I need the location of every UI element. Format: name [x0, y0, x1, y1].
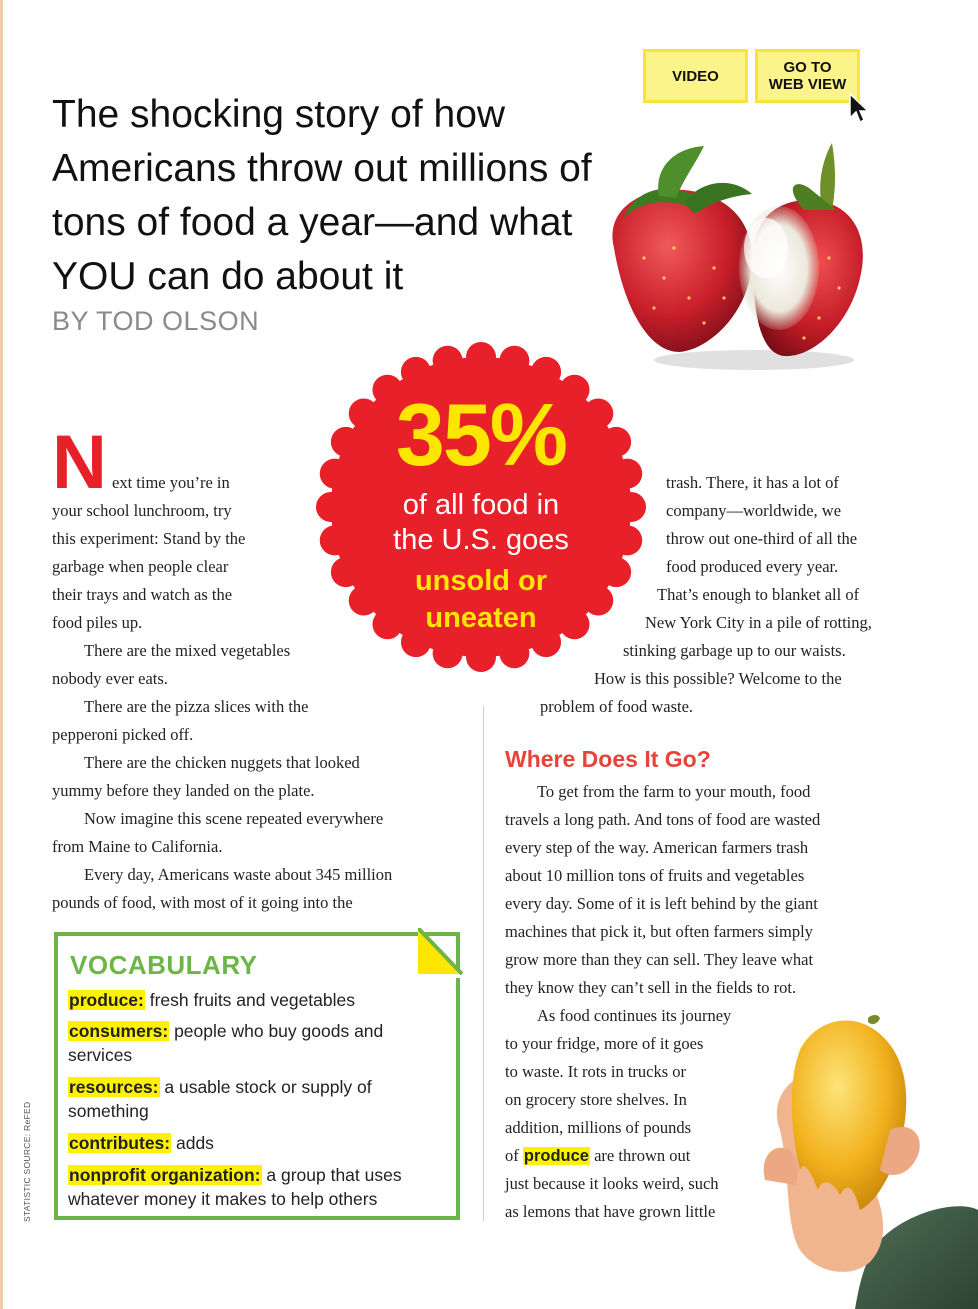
moldy-strawberry-image	[604, 138, 870, 374]
deformed-lemon-in-hand-image	[760, 1010, 978, 1309]
section-line: to waste. It rots in trucks or	[505, 1062, 687, 1081]
vocab-term: consumers:	[69, 1021, 169, 1041]
section-line: As food continues its journey	[537, 1006, 732, 1025]
intro-right-line: trash. There, it has a lot of	[666, 473, 839, 492]
vocab-item-cont: something	[68, 1101, 149, 1121]
intro-line: ext time you’re in	[112, 473, 230, 492]
section-line: every step of the way. American farmers trash	[505, 838, 809, 857]
intro-right-line: company—worldwide, we	[666, 501, 842, 520]
section-line: To get from the farm to your mouth, food	[537, 782, 811, 801]
intro-right-line: That’s enough to blanket all of	[657, 585, 860, 604]
mouse-pointer-icon	[848, 92, 870, 124]
section-line: they know they can’t sell in the fields to rot.	[505, 978, 797, 997]
intro-line: this experiment: Stand by the	[52, 529, 246, 548]
headline: The shocking story of how Americans throw out millions of tons of food a year—and what YOU can do about it	[52, 93, 592, 298]
drop-cap: N	[52, 420, 107, 505]
intro-line: pepperoni picked off.	[52, 725, 194, 744]
section-line: as lemons that have grown little	[505, 1202, 716, 1221]
vocab-term: resources:	[69, 1077, 159, 1097]
intro-right-line: food produced every year.	[666, 557, 839, 576]
intro-line: There are the chicken nuggets that looked	[84, 753, 360, 772]
section-line-produce: of produce are thrown out	[505, 1146, 691, 1165]
vocab-item: resources: a usable stock or supply of	[69, 1077, 372, 1097]
intro-right-line: problem of food waste.	[540, 697, 694, 716]
stat-emphasis-1: unsold or	[414, 565, 548, 597]
intro-line: food piles up.	[52, 613, 143, 632]
byline: BY TOD OLSON	[52, 306, 260, 336]
section-line: travels a long path. And tons of food are wasted	[505, 810, 821, 829]
go-to-web-view-button[interactable]: GO TO WEB VIEW	[755, 49, 860, 103]
vocab-item-cont: whatever money it makes to help others	[68, 1189, 378, 1209]
intro-line: nobody ever eats.	[52, 669, 168, 688]
intro-right-line: New York City in a pile of rotting,	[645, 613, 872, 632]
intro-line: There are the pizza slices with the	[84, 697, 309, 716]
intro-line: their trays and watch as the	[52, 585, 233, 604]
section-line: to your fridge, more of it goes	[505, 1034, 704, 1053]
column-divider	[483, 706, 484, 1221]
video-button[interactable]: VIDEO	[643, 49, 748, 103]
vocab-item: contributes: adds	[69, 1133, 214, 1153]
folded-corner-icon	[418, 928, 464, 978]
produce-highlight: produce	[523, 1147, 589, 1165]
intro-right-line: stinking garbage up to our waists.	[623, 641, 846, 660]
statistic-source-credit: STATISTIC SOURCE: ReFED	[22, 1101, 32, 1222]
vocab-term: nonprofit organization:	[69, 1165, 261, 1185]
page-edge-rule	[0, 0, 3, 1309]
section-line: grow more than they can sell. They leave what	[505, 950, 814, 969]
section-line: just because it looks weird, such	[505, 1174, 719, 1193]
intro-line: pounds of food, with most of it going into the	[52, 893, 353, 912]
vocab-item: consumers: people who buy goods and	[69, 1021, 384, 1041]
section-heading: Where Does It Go?	[505, 746, 711, 772]
section-line: on grocery store shelves. In	[505, 1090, 687, 1109]
stat-percent: 35%	[395, 385, 567, 484]
vocab-term: produce:	[69, 990, 144, 1010]
vocab-item: produce: fresh fruits and vegetables	[69, 990, 355, 1010]
vocab-item: nonprofit organization: a group that uses	[69, 1165, 402, 1185]
intro-line: yummy before they landed on the plate.	[52, 781, 315, 800]
intro-line: There are the mixed vegetables	[84, 641, 291, 660]
stat-line-2: the U.S. goes	[393, 524, 569, 556]
intro-line: garbage when people clear	[52, 557, 229, 576]
stat-line-1: of all food in	[402, 489, 560, 521]
intro-right-line: How is this possible? Welcome to the	[594, 669, 842, 688]
stat-callout	[316, 342, 646, 672]
section-line: about 10 million tons of fruits and vegetables	[505, 866, 805, 885]
vocab-term: contributes:	[69, 1133, 171, 1153]
intro-line: Now imagine this scene repeated everywhere	[84, 809, 384, 828]
vocabulary-title: VOCABULARY	[70, 950, 258, 980]
vocab-item-cont: services	[68, 1045, 133, 1065]
section-line: every day. Some of it is left behind by the giant	[505, 894, 818, 913]
intro-line: from Maine to California.	[52, 837, 223, 856]
section-line: addition, millions of pounds	[505, 1118, 692, 1137]
intro-line: your school lunchroom, try	[52, 501, 232, 520]
section-line: machines that pick it, but often farmers simply	[505, 922, 813, 941]
stat-emphasis-2: uneaten	[425, 602, 537, 634]
intro-right-line: throw out one-third of all the	[666, 529, 858, 548]
intro-line: Every day, Americans waste about 345 million	[84, 865, 393, 884]
